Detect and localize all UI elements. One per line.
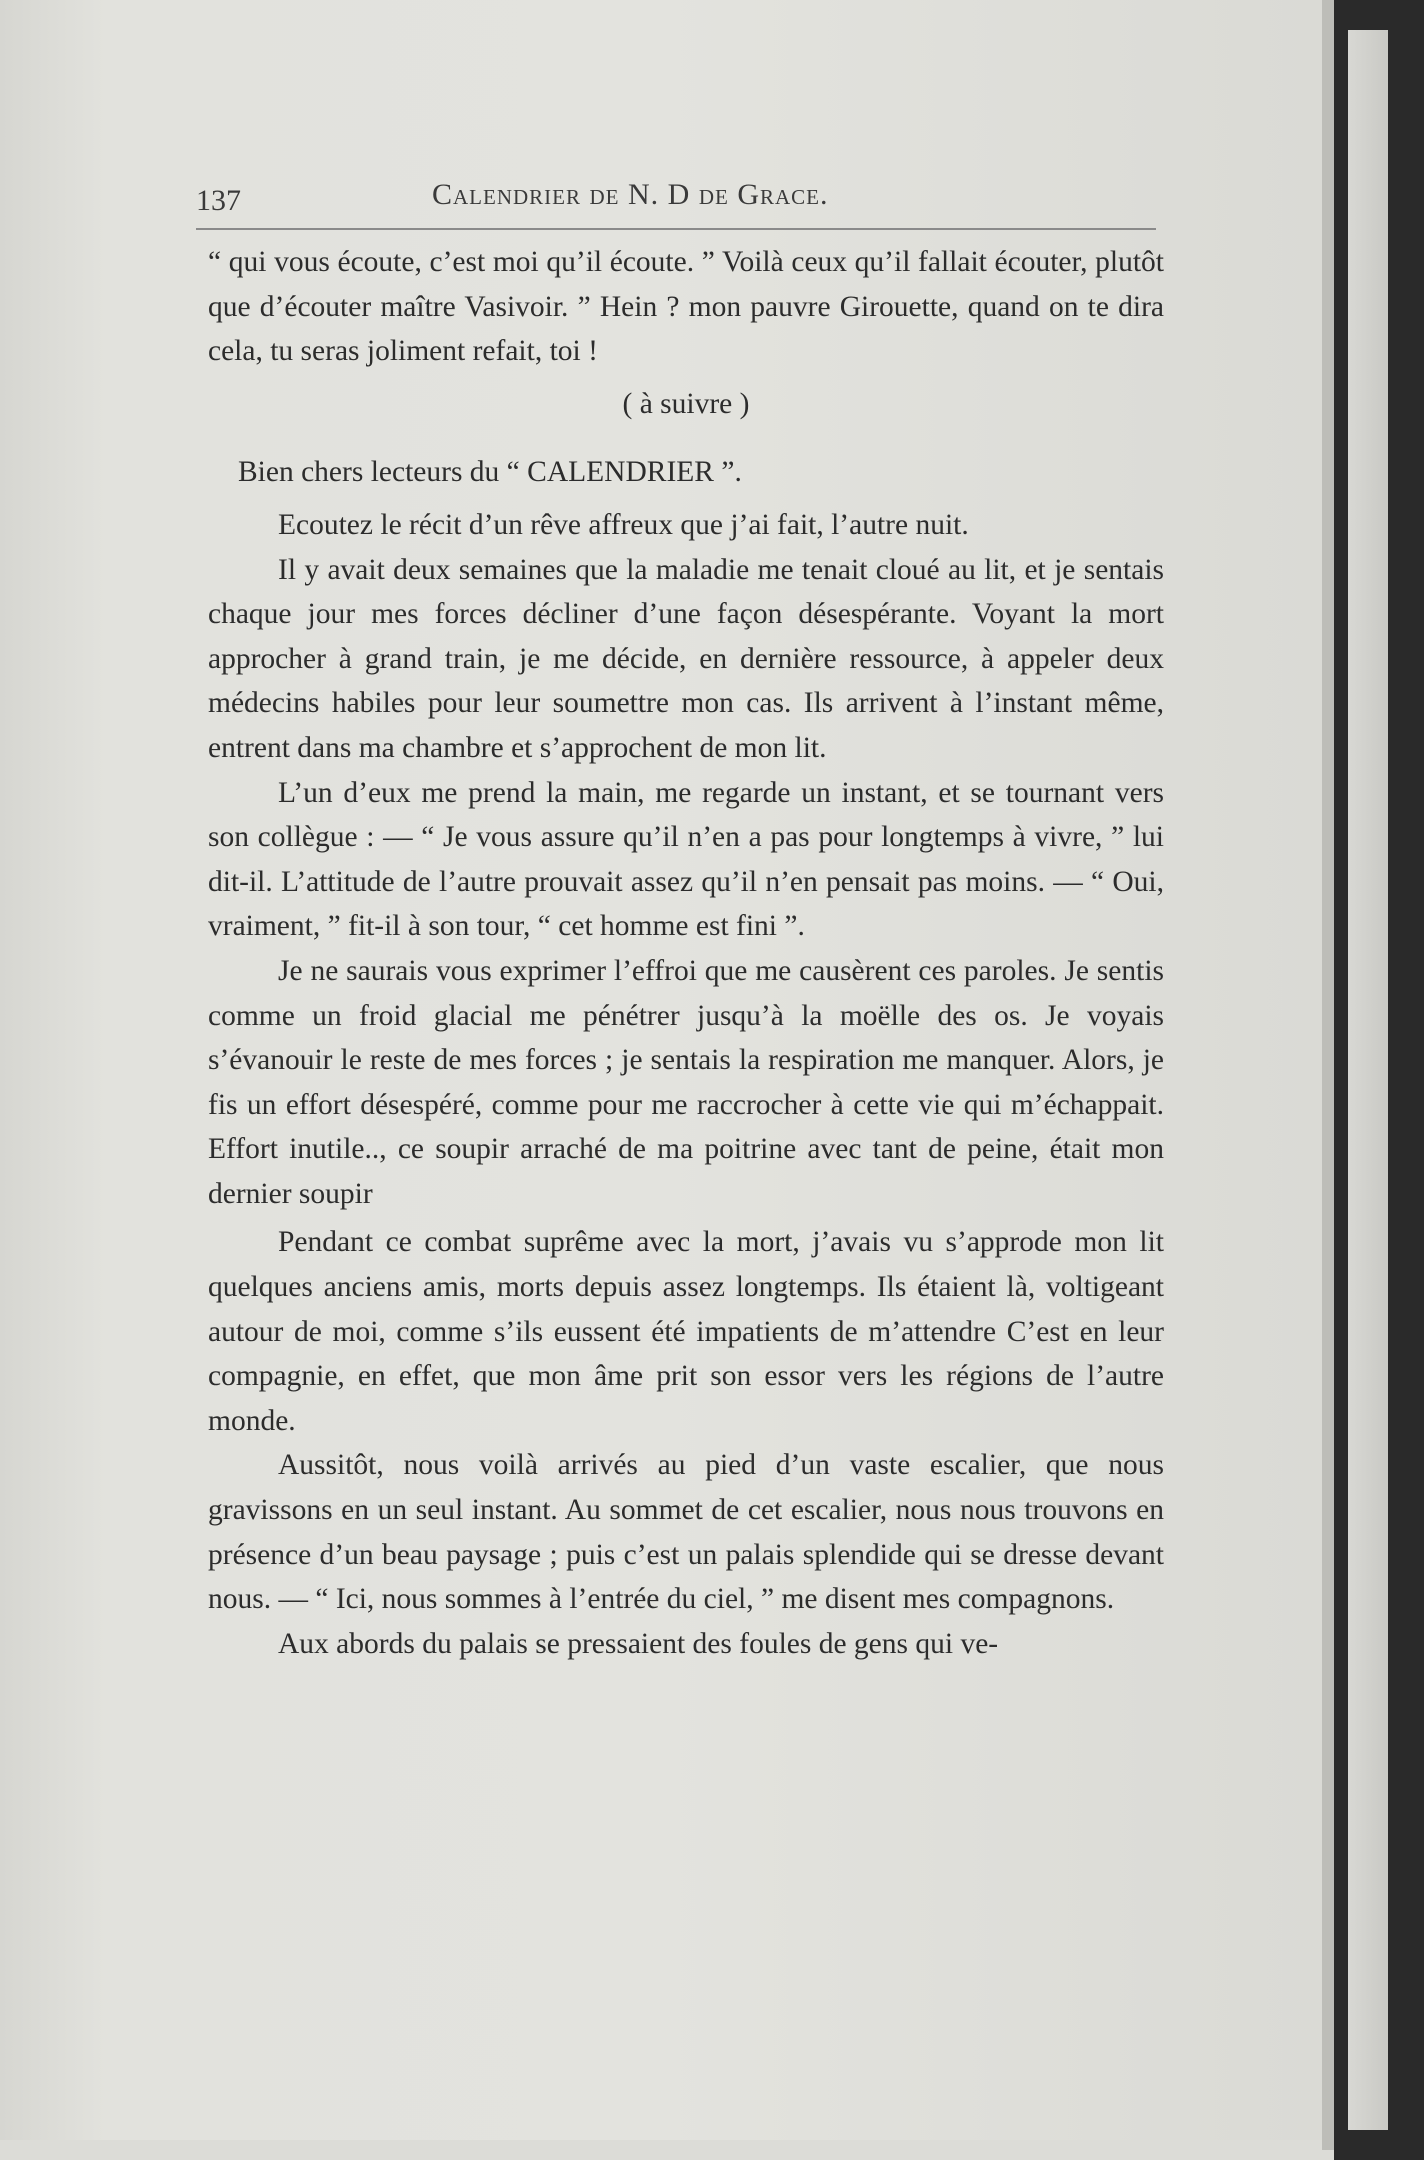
to-be-continued: ( à suivre ) xyxy=(622,387,750,420)
paragraph: Aussitôt, nous voilà arrivés au pied d’un vaste escalier, que nous gravissons en un seul instant. Au sommet de cet escalier, nous nous trouvons en présence d’un beau paysage ; puis c’est un palais splendide qui se dresse devant nous. — “ Ici, nous sommes à l’entrée du ciel, ” me disent mes compagnons. xyxy=(208,1449,1164,1616)
adjacent-pages xyxy=(1348,30,1388,2130)
letter-greeting: Bien chers lecteurs du “ CALENDRIER ”. xyxy=(238,456,742,489)
paragraph: L’un d’eux me prend la main, me regarde un instant, et se tournant vers son collègue : — “ Je vous assure qu’il n’en a pas pour longtemps à vivre, ” lui dit-il. L’attitude de l’autre prouvait assez qu’il n’en pensait pas moins. — “ Oui, vraiment, ” fit-il à son tour, “ cet homme est fini ”. xyxy=(208,776,1164,943)
page-number: 137 xyxy=(196,184,241,217)
paragraph: Aux abords du palais se pressaient des foules de gens qui ve- xyxy=(278,1627,999,1660)
page-gutter xyxy=(1322,0,1334,2150)
paragraph: Pendant ce combat suprême avec la mort, j’avais vu s’approde mon lit quelques anciens amis, morts depuis assez longtemps. Ils étaient là, voltigeant autour de moi, comme s’ils eussent été impatients de m’attendre C’est en leur compagnie, en effet, que mon âme prit son essor vers les régions de l’autre monde. xyxy=(208,1226,1164,1437)
paragraph-continued: “ qui vous écoute, c’est moi qu’il écoute. ” Voilà ceux qu’il fallait écouter, plutôt que d’écouter maître Vasivoir. ” Hein ? mon pauvre Girouette, quand on te dira cela, tu seras joliment refait, toi ! xyxy=(208,246,1164,368)
paragraph: Il y avait deux semaines que la maladie me tenait cloué au lit, et je sentais chaque jour mes forces décliner d’une façon désespérante. Voyant la mort approcher à grand train, je me décide, en dernière ressource, à appeler deux médecins habiles pour leur soumettre mon cas. Ils arrivent à l’instant même, entrent dans ma chambre et s’approchent de mon lit. xyxy=(208,553,1164,764)
paragraph: Ecoutez le récit d’un rêve affreux que j’ai fait, l’autre nuit. xyxy=(278,508,969,541)
page-header xyxy=(196,172,1156,222)
body-text xyxy=(208,240,1164,1666)
header-rule xyxy=(196,228,1156,230)
paragraph: Je ne saurais vous exprimer l’effroi que me causèrent ces paroles. Je sentis comme un froid glacial me pénétrer jusqu’à la moëlle des os. Je voyais s’évanouir le reste de mes forces ; je sentais la respiration me manquer. Alors, je fis un effort désespéré, comme pour me raccrocher à cette vie qui m’échappait. Effort inutile.., ce soupir arraché de ma poitrine avec tant de peine, était mon dernier soupir xyxy=(208,954,1164,1210)
running-title: Calendrier de N. D de Grace. xyxy=(432,178,829,211)
